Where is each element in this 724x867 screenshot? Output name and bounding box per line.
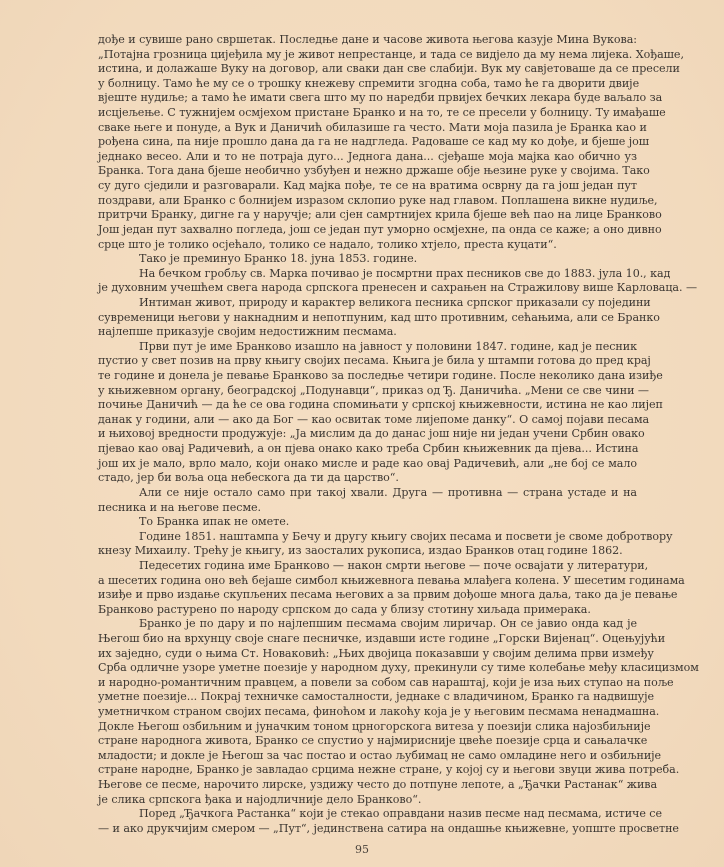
text-line: поздрави, али Бранко с болнијем изразом склопио руке над главом. Поплашена викне нудиље, [98,193,658,207]
text-line: уметне поезије... Покрај техничке самосталности, једнаке с владичином, Бранко га надвишује [98,690,655,704]
text-line: Године 1851. наштампа у Бечу и другу књигу својих песама и посвети је своме добротвору [139,529,673,543]
paragraph [98,529,673,559]
text-line: исцјељење. С тужнијем осмјехом пристане Бранко и на то, те се пресели у болницу. Ту имађаше [98,106,666,120]
paragraph [98,617,699,807]
text-line: Поред „Ђачкога Растанка“ који је стекао оправдани назив песме над песмама, истиче се [139,807,662,821]
text-line: Његош био на врхунцу своје снаге песничке, издавши исте године „Горски Вијенац“. Оцењујући [98,631,666,645]
text-line: још их је мало, врло мало, који онако мисле и раде као овај Радичевић, али „не бој се мало [98,456,637,470]
text-line: стране народне, Бранко је завладао срцима нежне стране, у којој су и његови звуци жива потреба. [98,763,680,777]
text-line: најлепше приказује својим недостижним песмама. [98,325,397,339]
paragraph [98,486,637,515]
text-line: Тако је преминуо Бранко 18. јуна 1853. године. [139,252,418,266]
text-line: уметничком страном својих песама, финоћом и лакоћу која је у његовим песмама ненадмашна. [98,705,660,719]
text-line: То Бранка ипак не омете. [139,515,290,529]
text-line: и народно-романтичним правцем, а повели за собом сав нараштај, који је иза њих ступао на поље [98,675,674,689]
text-line: истина, и долажаше Вуку на договор, али сваки дан све слабији. Вук му савјетоваше да се пресели [98,62,680,76]
text-line: пјевао као овај Радичевић, а он пјева онако како треба Србин књижевник да пјева... Истина [98,442,639,456]
text-line: изиђе и прво издање скупљених песама његових а за првим дођоше многа даља, тако да је певање [98,588,678,602]
paragraph [98,807,679,836]
paragraph [98,558,685,617]
text-line: сваке његе и понуде, а Вук и Даничић обилазише га често. Мати моја пазила је Бранка као и [98,120,647,134]
text-line: почиње Даничић — да ће се ова година спомињати у српској књижевности, истина не као лијеп [98,398,663,412]
document-body [98,33,699,837]
text-line: Бранка. Тога дана бјеше необично узбуђен и нежно држаше обје њезине руке у својима. Тако [98,164,650,178]
text-line: младости; и докле је Његош за час постао и остао љубимац не само омладине него и озбиљније [98,748,662,762]
paragraph [98,515,637,530]
text-line: и њиховој вредности продужује: „Ја мислим да до данас још није ни један учени Србин овако [98,427,645,441]
text-line: кнезу Михаилу. Трећу је књигу, из заосталих рукописа, издао Бранков отац године 1862. [98,544,623,558]
text-line: данак у години, али — ако да Бог — као освитак томе лијепоме данку“. О самој појави песама [98,412,650,426]
text-line: пустио у свет позив на прву књигу својих песама. Књига је била у штампи готова до пред крај [98,354,651,368]
text-line: дође и сувише рано свршетак. Последње дане и часове живота његова казује Мина Вукова: [98,33,637,46]
text-line: Бранко је по дару и по најлепшим песмама својим лиричар. Он се јавио онда кад је [139,617,637,631]
text-line: Бранково растурено по народу српском до сада у близу стотину хиљада примерака. [98,602,591,616]
paragraph [98,252,637,267]
paragraph [98,33,684,252]
text-line: Срба одличне узоре уметне поезије у народном духу, прекинули су тиме колебање међу класицизмом [98,661,699,675]
text-line: су дуго сједили и разговарали. Кад мајка пође, те се на вратима осврну да га још један пут [98,179,637,193]
text-line: Докле Његош озбиљним и јуначким тоном црногорскога витеза у поезији слика најозбиљније [98,719,651,733]
text-line: песника и на његове песме. [98,500,262,514]
text-line: те године и донела је певање Бранково за последње четири године. После неколико дана изиђе [98,369,663,383]
page-number: 95 [355,843,369,856]
text-line: је слика српскога ђака и најодличније дело Бранково“. [98,792,422,806]
text-line: „Потајна грозница цијеђила му је живот непрестанце, и тада се видјело да му нема лијека. Хођаше, [98,47,684,61]
text-line: На бечком гробљу св. Марка почивао је посмртни прах песников све до 1883. јула 10., кад [139,266,671,280]
text-line: једнако весео. Али и то не потраја дуго... Једнога дана... сјеђаше моја мајка као обично уз [98,149,637,163]
text-line: вјеште нудиље; а тамо ће имати свега што му по наредби првијех бечких лекара буде ваљало за [98,91,663,105]
text-line: стадо, јер би воља оца небескога да ти да царство“. [98,471,399,485]
text-line: Педесетих година име Бранково — након смрти његове — поче освајати у литератури, [139,558,649,572]
text-line: у књижевном органу, београдској „Подунавци“, приказ од Ђ. Даничића. „Мени се све чини — [98,383,649,397]
text-line: Интиман живот, природу и карактер великога песника српског приказали су поједини [139,295,651,309]
text-line: притрчи Бранку, дигне га у наручје; али сјен самртнијех крила бјеше већ пао на лице Бранково [98,208,662,222]
text-line: срце што је толико осјећало, толико се надало, толико хтјело, преста куцати“. [98,237,557,251]
paragraph [98,295,660,340]
text-line: је духовним учешћем свега народа српскога пренесен и сахрањен на Стражилову више Карловаца. — [98,281,697,295]
text-line: рођена сина, па није прошло дана да га не надгледа. Радоваше се кад му ко дође, и бјеше још [98,135,650,149]
text-line: Први пут је име Бранково изашло на јавност у половини 1847. године, кад је песник [139,339,637,353]
text-line: Његове се песме, нарочито лирске, уздижу често до потпуне лепоте, а „Ђачки Растанак“ жива [98,778,658,792]
text-line: а шесетих година оно већ бејаше симбол књижевнога певања млађега колена. У шесетим годинама [98,573,685,587]
text-line: стране народнога живота, Бранко се спустио у најмирисније цвеће поезије срца и сањалачке [98,734,648,748]
paragraph [98,339,663,486]
text-line: у болницу. Тамо ће му се о трошку кнежеву спремити згодна соба, тамо ће га дворити двије [98,76,640,90]
text-line: сувременици његови у накнадним и непотпуним, кад што противним, сећањима, али се Бранко [98,310,660,324]
text-line: Али се није остало само при такој хвали. Друга — противна — страна устаде и на [139,485,637,499]
text-line: их заједно, суди о њима Ст. Новаковић: „Њих двојица показавши у својим делима први између [98,646,654,660]
text-line: Још један пут захвално погледа, још се један пут уморно осмјехне, па онда се каже; а оно дивно [98,222,662,236]
text-line: — и ако друкчијим смером — „Пут“, јединствена сатира на ондашње књижевне, уопште просветне [98,821,679,835]
paragraph [98,266,697,296]
